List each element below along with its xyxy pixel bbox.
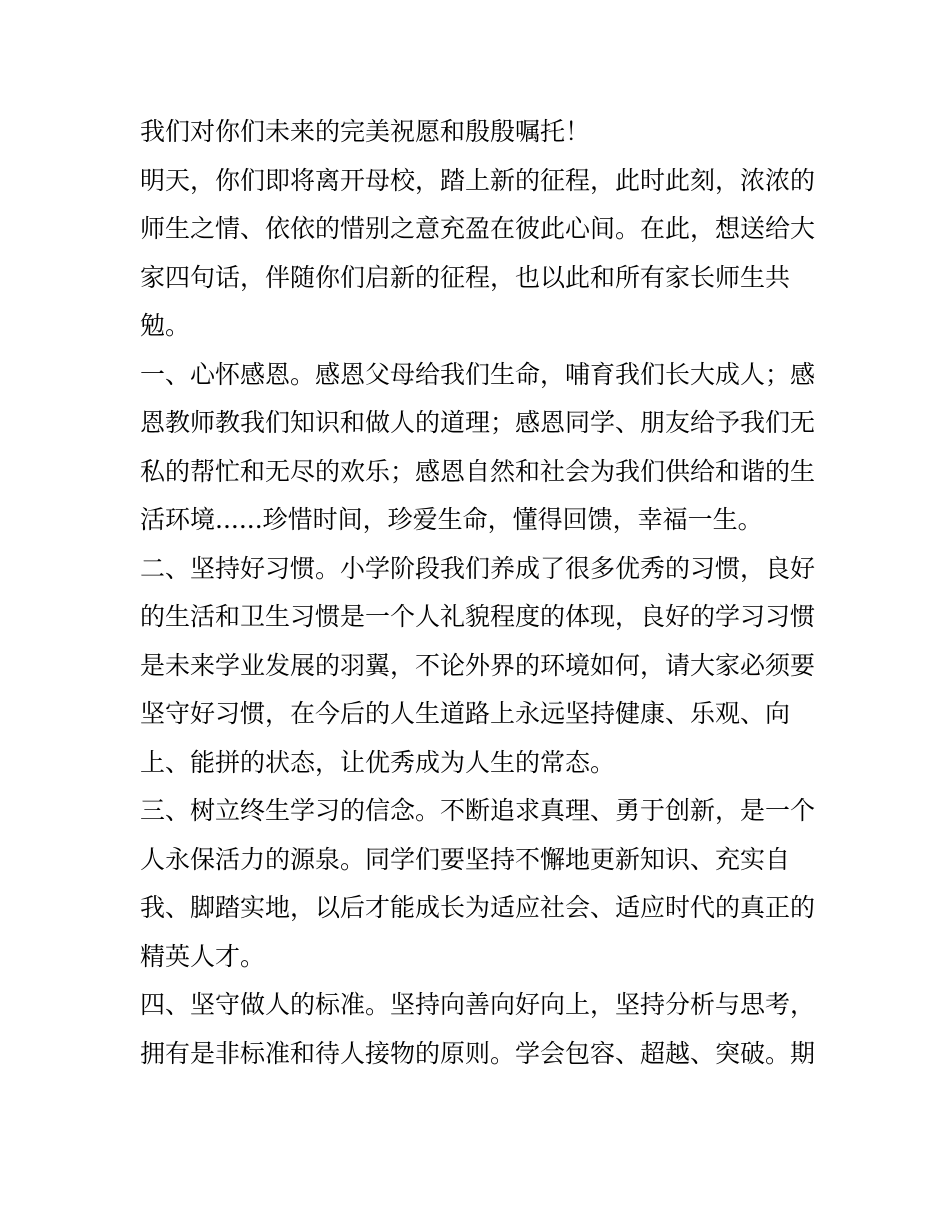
text-line: 精英人才。 xyxy=(140,941,266,971)
text-line: 恩教师教我们知识和做人的道理；感恩同学、朋友给予我们无 xyxy=(140,408,816,437)
text-line: 师生之情、依依的惜别之意充盈在彼此心间。在此，想送给大 xyxy=(140,214,816,243)
text-line: 拥有是非标准和待人接物的原则。学会包容、超越、突破。期 xyxy=(140,1038,816,1068)
text-line: 上、能拼的状态，让优秀成为人生的常态。 xyxy=(140,747,616,777)
text-line: 明天，你们即将离开母校，踏上新的征程，此时此刻，浓浓的 xyxy=(140,165,816,195)
text-line: 三、树立终生学习的信念。不断追求真理、勇于创新，是一个 xyxy=(140,796,816,825)
paragraph-2 xyxy=(140,157,816,351)
paragraph-1 xyxy=(140,108,816,157)
text-line: 家四句话，伴随你们启新的征程，也以此和所有家长师生共 xyxy=(140,262,791,292)
text-line: 私的帮忙和无尽的欢乐；感恩自然和社会为我们供给和谐的生 xyxy=(140,456,816,486)
text-line: 四、坚守做人的标准。坚持向善向好向上，坚持分析与思考， xyxy=(140,990,816,1019)
text-line: 的生活和卫生习惯是一个人礼貌程度的体现，良好的学习习惯 xyxy=(140,602,816,631)
text-line: 人永保活力的源泉。同学们要坚持不懈地更新知识、充实自 xyxy=(140,844,791,874)
text-line: 是未来学业发展的羽翼，不论外界的环境如何，请大家必须要 xyxy=(140,650,816,680)
paragraph-5 xyxy=(140,787,816,981)
text-line: 坚守好习惯，在今后的人生道路上永远坚持健康、乐观、向 xyxy=(140,699,791,728)
paragraph-6 xyxy=(140,981,816,1078)
text-line: 勉。 xyxy=(140,311,191,340)
text-line: 一、心怀感恩。感恩父母给我们生命，哺育我们长大成人；感 xyxy=(140,359,816,389)
paragraph-3 xyxy=(140,351,816,545)
document-body xyxy=(140,108,816,1078)
paragraph-4 xyxy=(140,545,816,788)
text-line: 我、脚踏实地，以后才能成长为适应社会、适应时代的真正的 xyxy=(140,893,816,922)
text-line: 二、坚持好习惯。小学阶段我们养成了很多优秀的习惯，良好 xyxy=(140,553,816,583)
text-line: 活环境......珍惜时间，珍爱生命，懂得回馈，幸福一生。 xyxy=(140,505,763,534)
text-line: 我们对你们未来的完美祝愿和殷殷嘱托！ xyxy=(140,117,591,146)
